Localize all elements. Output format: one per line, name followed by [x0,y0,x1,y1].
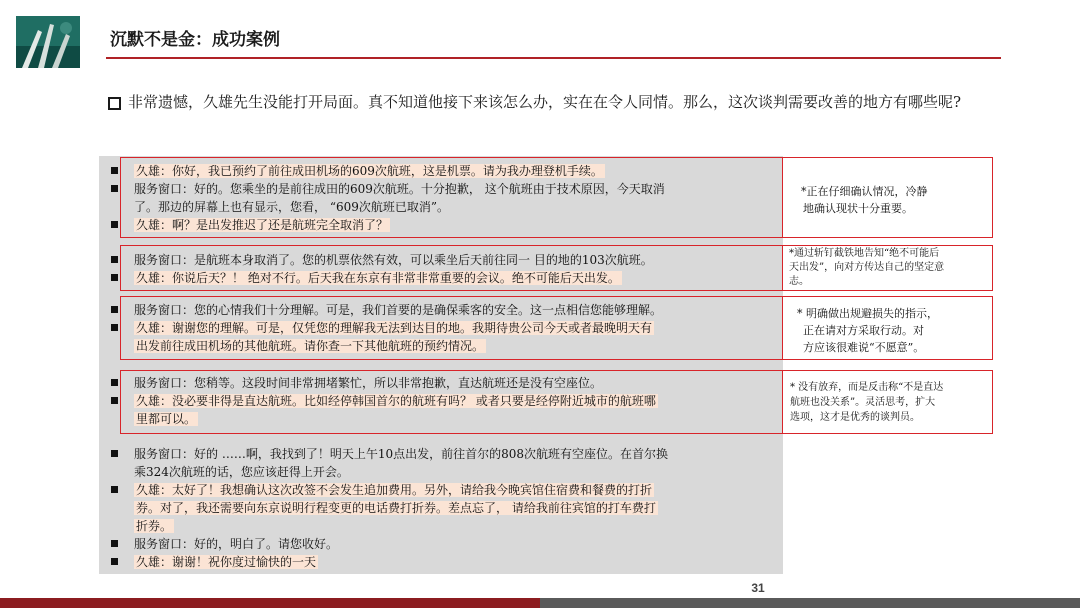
dialog-line: 券。对了，我还需要向东京说明行程变更的电话费打折券。差点忘了， 请给我前往宾馆的打车费打 [136,501,656,515]
bullet-icon [111,397,118,404]
title-divider [106,57,1001,59]
side-note: * 没有放弃，而是反击称“不是直达 [790,382,944,393]
intro-text: 非常遗憾，久雄先生没能打开局面。真不知道他接下来该怎么办，实在在令人同情。那么，这次谈判需要改善的地方有哪些呢? [128,93,962,111]
bullet-icon [111,167,118,174]
bullet-icon [111,558,118,565]
dialog-line: 久雄：没必要非得是直达航班。比如经停韩国首尔的航班有吗？ 或者只要是经停附近城市的航班哪 [136,394,656,408]
dialog-line: 服务窗口：您稍等。这段时间非常拥堵繁忙，所以非常抱歉，直达航班还是没有空座位。 [134,376,603,390]
bullet-icon [111,486,118,493]
page-title: 沉默不是金：成功案例 [110,30,280,50]
dialog-line: 服务窗口：是航班本身取消了。您的机票依然有效，可以乘坐后天前往同一 目的地的103次航班。 [134,253,653,267]
footer-bar-gray [540,598,1080,608]
note-divider [782,157,783,238]
bullet-icon [111,274,118,281]
dialog-line: 久雄：谢谢！祝你度过愉快的一天 [136,555,317,569]
side-note: 志。 [789,276,809,287]
bullet-icon [111,450,118,457]
page-number: 31 [751,581,765,595]
intro-checkbox-bullet [108,97,121,110]
bullet-icon [111,324,118,331]
bullet-icon [111,540,118,547]
note-divider [782,245,783,291]
side-note: *通过斩钉截铁地告知“绝不可能后 [789,248,940,259]
side-note: *正在仔细确认情况，冷静 [801,185,928,198]
dialog-line: 久雄：太好了！我想确认这次改签不会发生追加费用。另外，请给我今晚宾馆住宿费和餐费的打折 [136,483,653,497]
note-divider [782,370,783,434]
footer-bar-accent [0,598,540,608]
dialog-line: 了。那边的屏幕上也有显示，您看， “609次航班已取消”。 [134,200,449,214]
bullet-icon [111,379,118,386]
logo-image [16,16,80,68]
bullet-icon [111,256,118,263]
dialog-line: 久雄：谢谢您的理解。可是，仅凭您的理解我无法到达目的地。我期待贵公司今天或者最晚明天有 [136,321,653,335]
dialog-line: 服务窗口：好的，明白了。请您收好。 [134,537,339,551]
dialog-line: 久雄：啊？是出发推迟了还是航班完全取消了？ [136,218,389,232]
bullet-icon [111,185,118,192]
dialog-line: 乘324次航班的话，您应该赶得上开会。 [134,465,349,479]
dialog-line: 久雄：你说后天？！ 绝对不行。后天我在东京有非常非常重要的会议。绝不可能后天出发。 [136,271,620,285]
dialog-line: 服务窗口：您的心情我们十分理解。可是，我们首要的是确保乘客的安全。这一点相信您能够理解。 [134,303,663,317]
side-note: 选项，这才是优秀的谈判员。 [790,412,920,423]
side-note: 地确认现状十分重要。 [803,202,913,215]
dialog-line: 出发前往成田机场的其他航班。请你查一下其他航班的预约情况。 [136,339,485,353]
bullet-icon [111,306,118,313]
side-note: 天出发”，向对方传达自己的坚定意 [789,262,945,273]
dialog-line: 里都可以。 [136,412,197,426]
dialog-line: 服务窗口：好的 ……啊，我找到了！明天上午10点出发，前往首尔的808次航班有空座位。在首尔换 [134,447,668,461]
side-note: 航班也没关系”。灵活思考，扩大 [790,397,936,408]
dialog-line: 服务窗口：好的。您乘坐的是前往成田的609次航班。十分抱歉， 这个航班由于技术原因，今天取消 [134,182,665,196]
side-note: * 明确做出规避损失的指示， [797,307,938,320]
dialog-line: 折券。 [136,519,173,533]
side-note: 方应该很难说“不愿意”。 [803,341,925,354]
note-divider [782,296,783,360]
bullet-icon [111,221,118,228]
side-note: 正在请对方采取行动。对 [803,324,924,337]
dialog-line: 久雄：你好，我已预约了前往成田机场的609次航班，这是机票。请为我办理登机手续。 [136,164,603,178]
